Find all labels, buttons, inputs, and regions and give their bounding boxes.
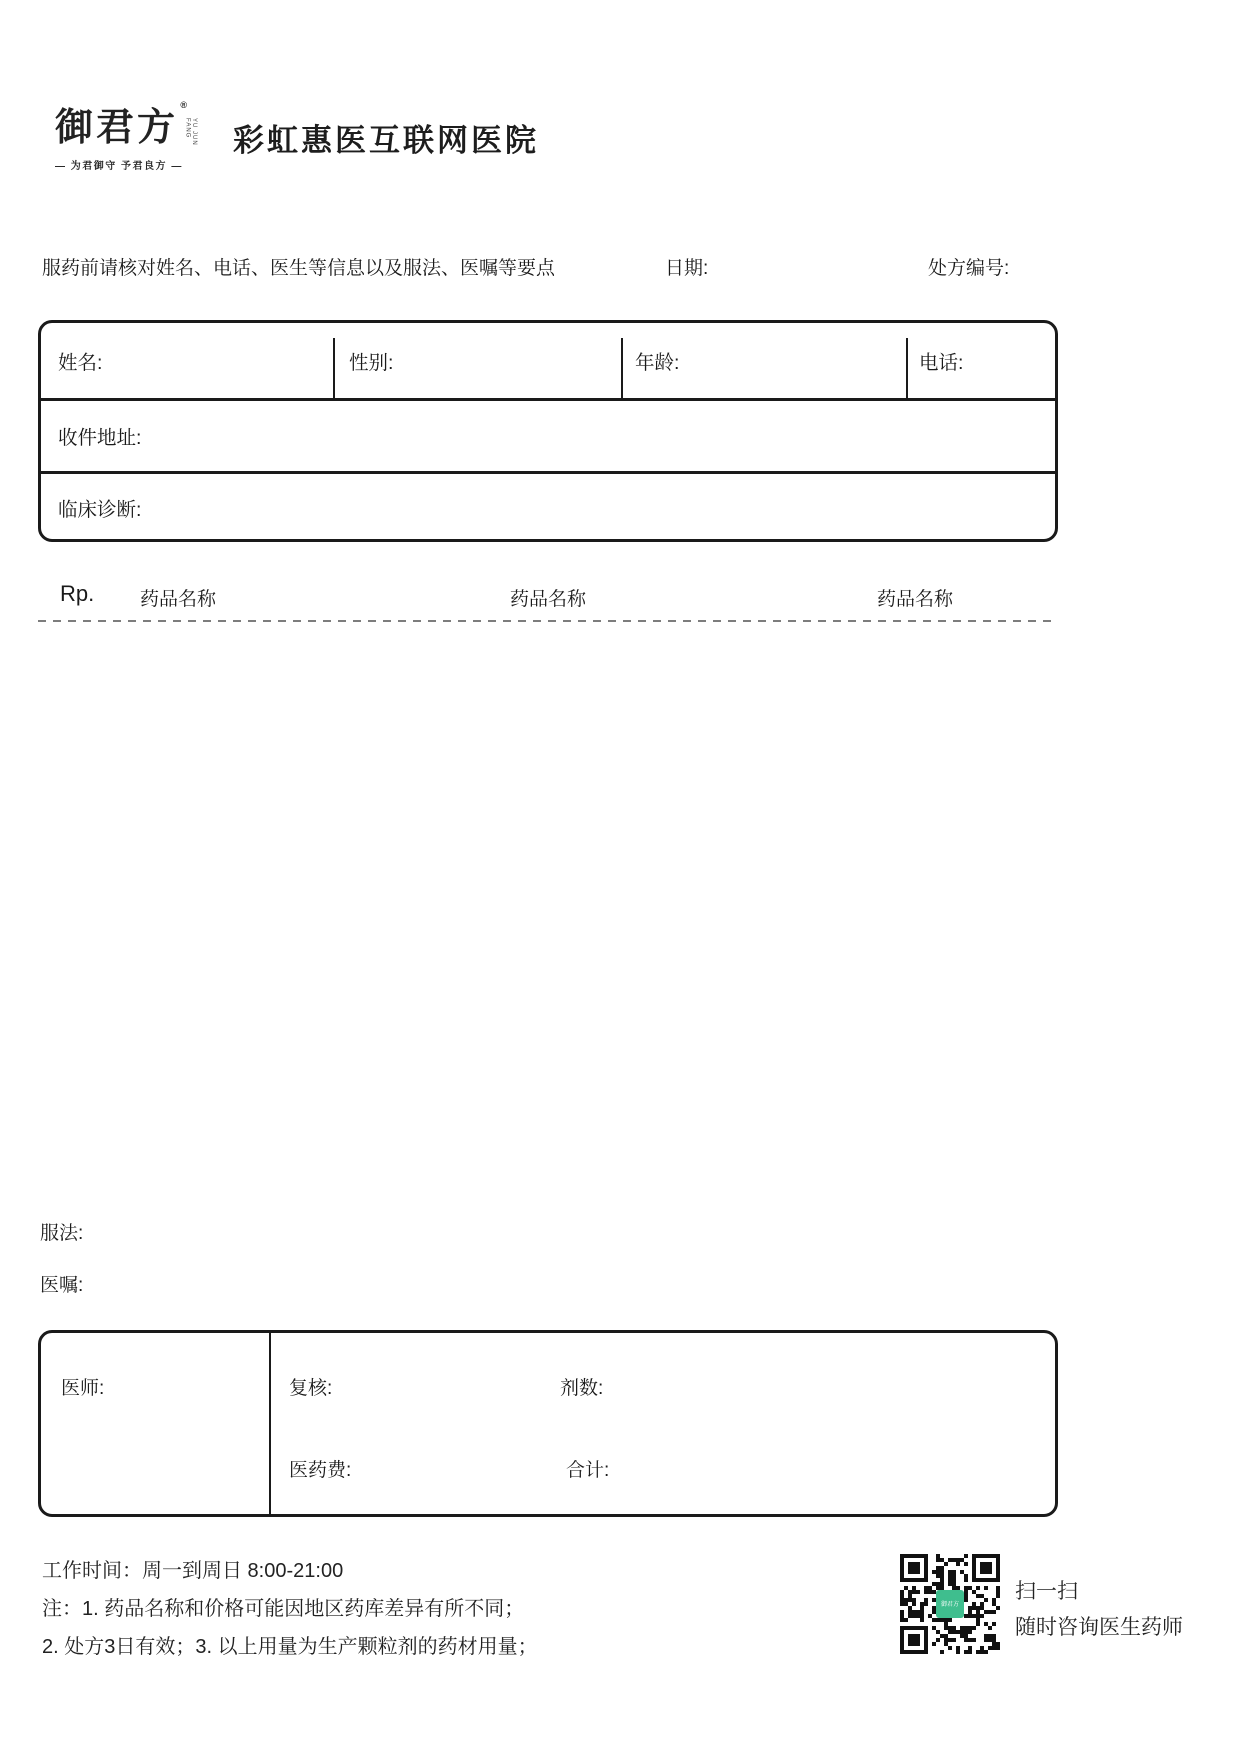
footer-note-line2: 2. 处方3日有效；3. 以上用量为生产颗粒剂的药材用量；: [42, 1636, 538, 1658]
patient-age-label: 年龄:: [635, 351, 680, 374]
svg-text:御君方: 御君方: [940, 1602, 960, 1608]
footer-note-line1: 注：1. 药品名称和价格可能因地区药库差异有所不同；: [42, 1598, 525, 1620]
reviewer-label: 复核:: [289, 1378, 333, 1399]
check-info-notice: 服药前请核对姓名、电话、医生等信息以及服法、医嘱等要点: [42, 258, 556, 279]
registered-trademark-icon: ®: [180, 100, 191, 110]
rp-label: Rp.: [60, 581, 95, 606]
brand-logo: [55, 100, 205, 172]
total-label: 合计:: [566, 1460, 610, 1481]
patient-basic-row: [41, 323, 1055, 398]
prescription-number-label: 处方编号:: [928, 258, 1010, 279]
logo-vertical-text: YU JUN FANG: [184, 118, 198, 146]
patient-gender-field: [333, 323, 621, 398]
qr-code-image: [900, 1552, 1000, 1656]
doctor-signature-label: 医师:: [61, 1378, 105, 1399]
doctor-advice-label: 医嘱:: [40, 1275, 84, 1296]
qr-caption-title: 扫一扫: [1015, 1580, 1078, 1603]
drug-name-column-2: 药品名称: [510, 589, 587, 610]
patient-name-label: 姓名:: [58, 351, 103, 374]
dose-count-label: 剂数:: [560, 1378, 604, 1399]
date-label: 日期:: [665, 258, 709, 279]
clinical-diagnosis-field: [41, 474, 1055, 542]
usage-method-label: 服法:: [40, 1223, 84, 1244]
signoff-box-separator: [269, 1333, 271, 1514]
patient-name-field: [41, 323, 333, 398]
drug-name-column-1: 药品名称: [140, 589, 217, 610]
logo-tagline: — 为君御守 予君良方 —: [55, 160, 183, 172]
logo-text: 御君方: [55, 104, 179, 149]
patient-age-field: [621, 323, 906, 398]
medicine-fee-label: 医药费:: [289, 1460, 352, 1481]
shipping-address-field: [41, 401, 1055, 471]
logo-wordmark: [55, 100, 198, 149]
patient-phone-label: 电话:: [919, 351, 964, 374]
qr-code: [900, 1552, 1000, 1656]
clinical-diagnosis-label: 临床诊断:: [58, 499, 142, 521]
patient-info-box: [38, 320, 1058, 542]
working-hours-text: 工作时间：周一到周日 8:00-21:00: [42, 1560, 344, 1582]
patient-gender-label: 性别:: [349, 351, 394, 374]
qr-caption-subtitle: 随时咨询医生药师: [1015, 1616, 1183, 1639]
drug-name-column-3: 药品名称: [877, 589, 954, 610]
hospital-name: 彩虹惠医互联网医院: [233, 123, 539, 158]
patient-phone-field: [906, 323, 1055, 398]
drug-list-dashed-divider: [38, 620, 1058, 622]
signoff-box: [38, 1330, 1058, 1517]
shipping-address-label: 收件地址:: [58, 427, 142, 449]
